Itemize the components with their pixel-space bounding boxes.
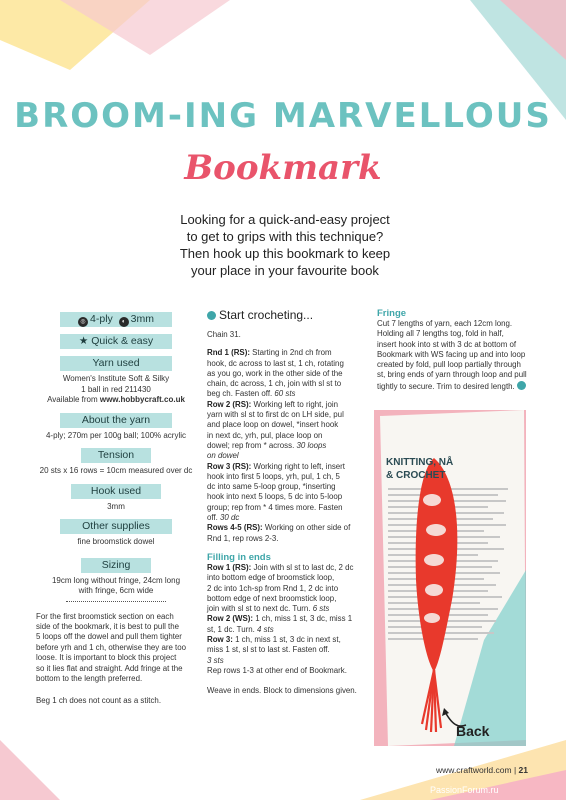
hook-icon: ◐ [119, 317, 129, 327]
yarn-ball-icon: ◎ [78, 317, 88, 327]
pattern-column: Start crocheting... Chain 31. Rnd 1 (RS): Starting in 2nd ch from hook, dc across to last st, 1 ch, rotating as you go, work in the other side of the chain, dc across, 1 ch, join with sl st to beg ch. Fasten off. 60 sts Row 2 (RS): Working left to right, join yarn with sl st to first dc on LH side, pul and place loop on dowel, *insert hook in next dc, yrh, pul, place loop on dowel; rep from * across. 30 loops on dowel Row 3 (RS): Working right to left, insert hook into first 5 loops, yrh, pul, 1 ch, 5 dc into same 5-loop group, *inserting hook into next 5 loops, 5 dc into 5-loop group; rep from * 4 times more. Fasten off. 30 dc Rows 4-5 (RS): Working on other side of Rnd 1, rep rows 2-3. Filling in ends Row 1 (RS): Join with sl st to last dc, 2 dc into bottom edge of broomstick loop, 2 dc into 1ch-sp from Rnd 1, 2 dc into bottom edge of next broomstick loop, join with sl st to next dc. Turn. 6 sts Row 2 (WS): 1 ch, miss 1 st, 3 dc, miss 1 st, 1 dc. Turn. 4 sts Row 3: 1 ch, miss 1 st, 3 dc in next st, miss 1 st, sl st to last st. Fasten off. 3 sts Rep rows 1-3 at other end of Bookmark. Weave in ends. Block to dimensions given. [207, 308, 367, 697]
fringe-column: Fringe Cut 7 lengths of yarn, each 12cm long. Holding all 7 lengths tog, fold in half, insert hook into st with 3 dc at bottom of Bookmark with WS facing up and into loop created by fold, pull loop partially through st, bring ends of yarn through loop and pull tightly to secure. Trim to desired length. [377, 308, 537, 392]
hook-icon [207, 311, 216, 320]
yarn-used-label: Yarn used [60, 356, 172, 371]
start-heading: Start crocheting... [207, 308, 367, 322]
beg-note: Beg 1 ch does not count as a stitch. [36, 696, 162, 706]
book-title-text: KNITTING, NÅ & CROCHET [386, 457, 454, 481]
ply-hook-pill: ◎ 4-ply ◐ 3mm [60, 312, 172, 327]
fringe-heading: Fringe [377, 308, 407, 319]
page-number: 21 [518, 765, 528, 775]
sizing-label: Sizing [81, 558, 151, 573]
notes-paragraph: For the first broomstick section on each side of the bookmark, it is best to pull the 5 loops off the dowel and pull them tighter before yrh and 1 ch, otherwise they are too loose. It is important to block this project so it lies flat and straight. Add fringe at the bottom to the length preferred. [36, 611, 187, 683]
specs-column: ◎ 4-ply ◐ 3mm ★ Quick & easy Yarn used Women's Institute Soft & Silky 1 ball in red 211430 Available from www.hobbycraft.co.uk About the yarn 4-ply; 270m per 100g ball; 100% acrylic Tension 20 sts x 16 rows = 10cm measured over dc Hook used 3mm Other supplies fine broomstick dowel Sizing 19cm long without fringe, 24cm long with fringe, 6cm wide For the first broomstick section on each side of the bookmark, it is best to pull the 5 loops off the dowel and pull them tighter before yrh and 1 ch, otherwise they are too loose. It is important to block this project so it lies flat and straight. Add fringe at the bottom to the length preferred. Beg 1 ch does not count as a stitch. [36, 312, 196, 707]
page-footer: www.craftworld.com | 21 [436, 765, 528, 775]
end-mark-icon [517, 381, 526, 390]
back-callout: Back [456, 723, 490, 739]
watermark: PassionForum.ru [430, 785, 499, 795]
about-yarn-label: About the yarn [60, 413, 172, 428]
star-icon: ★ [78, 335, 89, 347]
yarn-link[interactable]: www.hobbycraft.co.uk [99, 395, 185, 404]
footer-site[interactable]: www.craftworld.com [436, 765, 512, 775]
page-subtitle: Bookmark [184, 148, 382, 188]
other-supplies-label: Other supplies [60, 519, 172, 534]
hook-used-label: Hook used [71, 484, 161, 499]
page-title: BROOM-ING MARVELLOUS [14, 96, 552, 136]
level-pill: ★ Quick & easy [60, 334, 172, 349]
tension-label: Tension [81, 448, 151, 463]
intro-text: Looking for a quick-and-easy project to get to grips with this technique? Then hook up this bookmark to keep your place in your favourite book [179, 212, 391, 278]
filling-ends-heading: Filling in ends [207, 551, 271, 563]
